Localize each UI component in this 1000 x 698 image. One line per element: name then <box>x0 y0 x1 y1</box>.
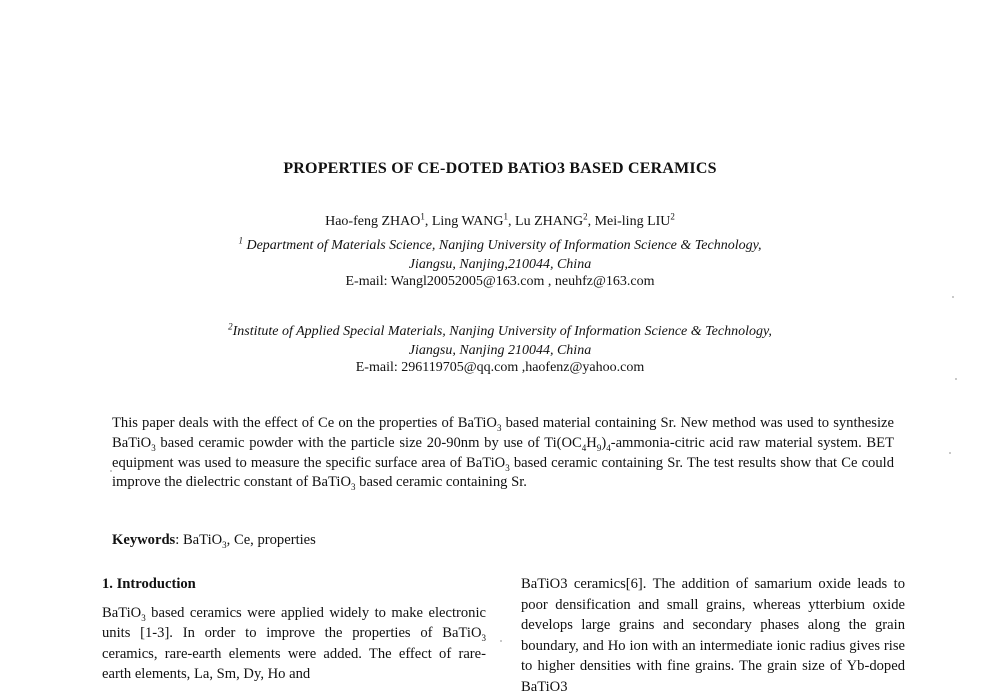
subscript: 3 <box>481 633 486 644</box>
abstract-text: based ceramic containing Sr. <box>355 474 527 491</box>
abstract-text: based material containing Sr. New method was used to synthesize BaTiO <box>112 415 894 451</box>
author-4-affiliation-mark: 2 <box>670 211 675 222</box>
author-4: Mei-ling LIU <box>594 214 671 229</box>
paragraph-text: BaTiO <box>102 604 142 621</box>
subscript: 9 <box>596 442 602 453</box>
scan-speck <box>500 640 502 642</box>
scan-speck <box>955 378 957 380</box>
author-1: Hao-feng ZHAO <box>325 214 421 229</box>
section-heading-introduction: 1. Introduction <box>102 576 196 592</box>
paragraph-text: ceramics, rare-earth elements were added. The effect of rare-earth elements, La, Sm, Dy, Ho and <box>102 645 486 683</box>
affiliation-2-line-2: Jiangsu, Nanjing 210044, China <box>408 343 592 358</box>
subscript: 3 <box>141 612 146 623</box>
author-line: Hao-feng ZHAO$^1$, Ling WANG$^1$, Lu ZHANG$^2$, Mei-ling LIU$^2$ <box>325 211 675 229</box>
affiliation-2-email: E-mail: 296119705@qq.com ,haofenz@yahoo.com <box>355 360 645 375</box>
abstract-text: H <box>586 434 597 451</box>
subscript: 3 <box>496 422 502 433</box>
affiliation-1-email: E-mail: Wangl20052005@163.com , neuhfz@163.com <box>345 274 655 289</box>
abstract-text: This paper deals with the effect of Ce on the properties of BaTiO <box>112 415 497 431</box>
right-column <box>521 574 905 698</box>
subscript: 3 <box>222 539 227 550</box>
keywords-text: , Ce, properties <box>226 532 316 548</box>
affiliation-1-line-1 <box>0 235 1000 254</box>
subscript: 4 <box>581 442 587 453</box>
subscript: 4 <box>606 442 611 453</box>
author-3: Lu ZHANG <box>515 214 584 229</box>
keywords-label: Keywords <box>112 532 176 548</box>
subscript: 3 <box>505 462 510 473</box>
subscript: 3 <box>151 442 156 453</box>
scan-speck <box>110 470 112 472</box>
abstract-text: -ammonia-citric acid raw material system. BET equipment was used to measure the specific surface area of BaTiO <box>112 434 894 471</box>
left-column <box>102 574 486 685</box>
affiliation-2-institute: Institute of Applied Special Materials, Nanjing University of Information Science & Technology, <box>232 324 772 339</box>
author-2-affiliation-mark: 1 <box>503 211 509 222</box>
affiliation-1-line-2: Jiangsu, Nanjing,210044, China <box>408 257 592 272</box>
subscript: 3 <box>351 482 356 493</box>
paper-title: PROPERTIES OF CE-DOTED BATiO3 BASED CERAMICS <box>283 160 717 177</box>
abstract-text: ) <box>601 434 607 451</box>
keywords <box>112 532 316 549</box>
paragraph-text: based ceramics were applied widely to make electronic units [1-3]. In order to improve the properties of BaTiO <box>102 604 486 642</box>
abstract <box>112 414 894 493</box>
affiliation-2-mark: 2 <box>228 321 233 332</box>
right-column-paragraph: BaTiO3 ceramics[6]. The addition of samarium oxide leads to poor densification and small grains, whereas ytterbium oxide develops large grains and secondary phases along the grain boundary, and Ho ion with an intermediate ionic radius gives rise to higher densities with fine grains. The grain size of Yb-doped BaTiO3 <box>521 576 905 695</box>
introduction-paragraph <box>102 603 486 685</box>
affiliation-1-mark: 1 <box>238 235 243 246</box>
author-1-affiliation-mark: 1 <box>420 211 425 222</box>
affiliation-2-line-1 <box>0 321 1000 340</box>
author-2: Ling WANG <box>431 214 504 229</box>
author-3-affiliation-mark: 2 <box>583 211 588 222</box>
keywords-text: : BaTiO <box>175 532 223 548</box>
affiliation-1-department: Department of Materials Science, Nanjing University of Information Science & Technology, <box>246 238 762 253</box>
abstract-text: based ceramic powder with the particle size 20-90nm by use of Ti(OC <box>155 434 582 451</box>
abstract-text: based ceramic containing Sr. The test results show that Ce could improve the dielectric constant of BaTiO <box>112 454 894 491</box>
scan-speck <box>952 296 954 298</box>
scan-speck <box>949 452 951 454</box>
